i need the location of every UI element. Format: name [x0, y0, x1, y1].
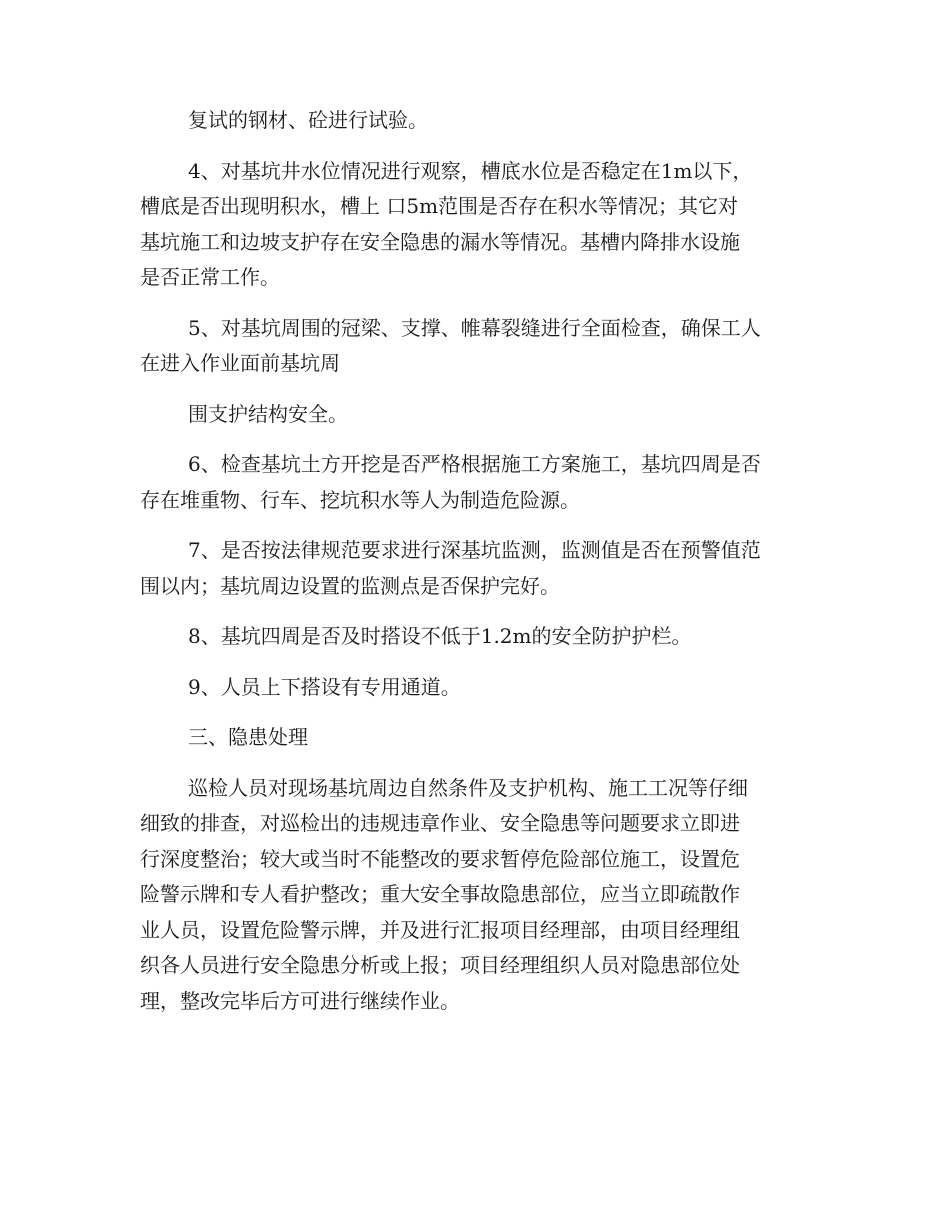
paragraph-item-5	[140, 311, 810, 382]
paragraph-item-5-continued	[140, 397, 810, 433]
paragraph-item-7	[140, 533, 810, 604]
text-line: 行深度整治；较大或当时不能整改的要求暂停危险部位施工，设置危	[140, 846, 740, 871]
section-title: 三、隐患处理	[188, 725, 308, 749]
text-line: 业人员，设置危险警示牌，并及进行汇报项目经理部，由项目经理组	[140, 917, 740, 942]
paragraph-hazard-handling	[140, 771, 810, 1020]
text-line: 巡检人员对现场基坑周边自然条件及支护机构、施工工况等仔细	[188, 775, 748, 800]
document-body	[140, 103, 810, 1034]
text-line: 6、检查基坑土方开挖是否严格根据施工方案施工，基坑四周是否	[188, 452, 761, 476]
text-line: 围以内；基坑周边设置的监测点是否保护完好。	[140, 573, 560, 598]
text-line: 槽底是否出现明积水，槽上 口5m范围是否存在积水等情况；其它对	[140, 194, 739, 218]
text-line: 织各人员进行安全隐患分析或上报；项目经理组织人员对隐患部位处	[140, 953, 740, 977]
paragraph-item-8	[140, 619, 810, 655]
paragraph-item-9	[140, 670, 810, 706]
text-line: 5、对基坑周围的冠梁、支撑、帷幕裂缝进行全面检查，确保工人	[188, 315, 761, 340]
text-line: 细致的排查，对巡检出的违规违章作业、安全隐患等问题要求立即进	[140, 811, 740, 835]
text-line: 基坑施工和边坡支护存在安全隐患的漏水等情况。基槽内降排水设施	[140, 229, 740, 254]
paragraph-item-4	[140, 154, 810, 296]
text-line: 4、对基坑井水位情况进行观察，槽底水位是否稳定在1m以下，	[188, 158, 753, 183]
text-line: 是否正常工作。	[140, 265, 280, 289]
section-heading-hazard-handling	[140, 720, 810, 756]
text-line: 7、是否按法律规范要求进行深基坑监测，监测值是否在预警值范	[188, 538, 761, 562]
text-line: 存在堆重物、行车、挖坑积水等人为制造危险源。	[140, 487, 580, 512]
text-line: 复试的钢材、砼进行试验。	[188, 108, 428, 132]
paragraph-retest	[140, 103, 810, 139]
text-line: 在进入作业面前基坑周	[140, 351, 340, 375]
paragraph-item-6	[140, 447, 810, 518]
text-line: 险警示牌和专人看护整改；重大安全事故隐患部位，应当立即疏散作	[140, 882, 740, 906]
text-line: 9、人员上下搭设有专用通道。	[188, 674, 461, 699]
text-line: 8、基坑四周是否及时搭设不低于1.2m的安全防护护栏。	[188, 624, 692, 648]
text-line: 围支护结构安全。	[188, 401, 348, 426]
text-line: 理，整改完毕后方可进行继续作业。	[140, 988, 460, 1013]
